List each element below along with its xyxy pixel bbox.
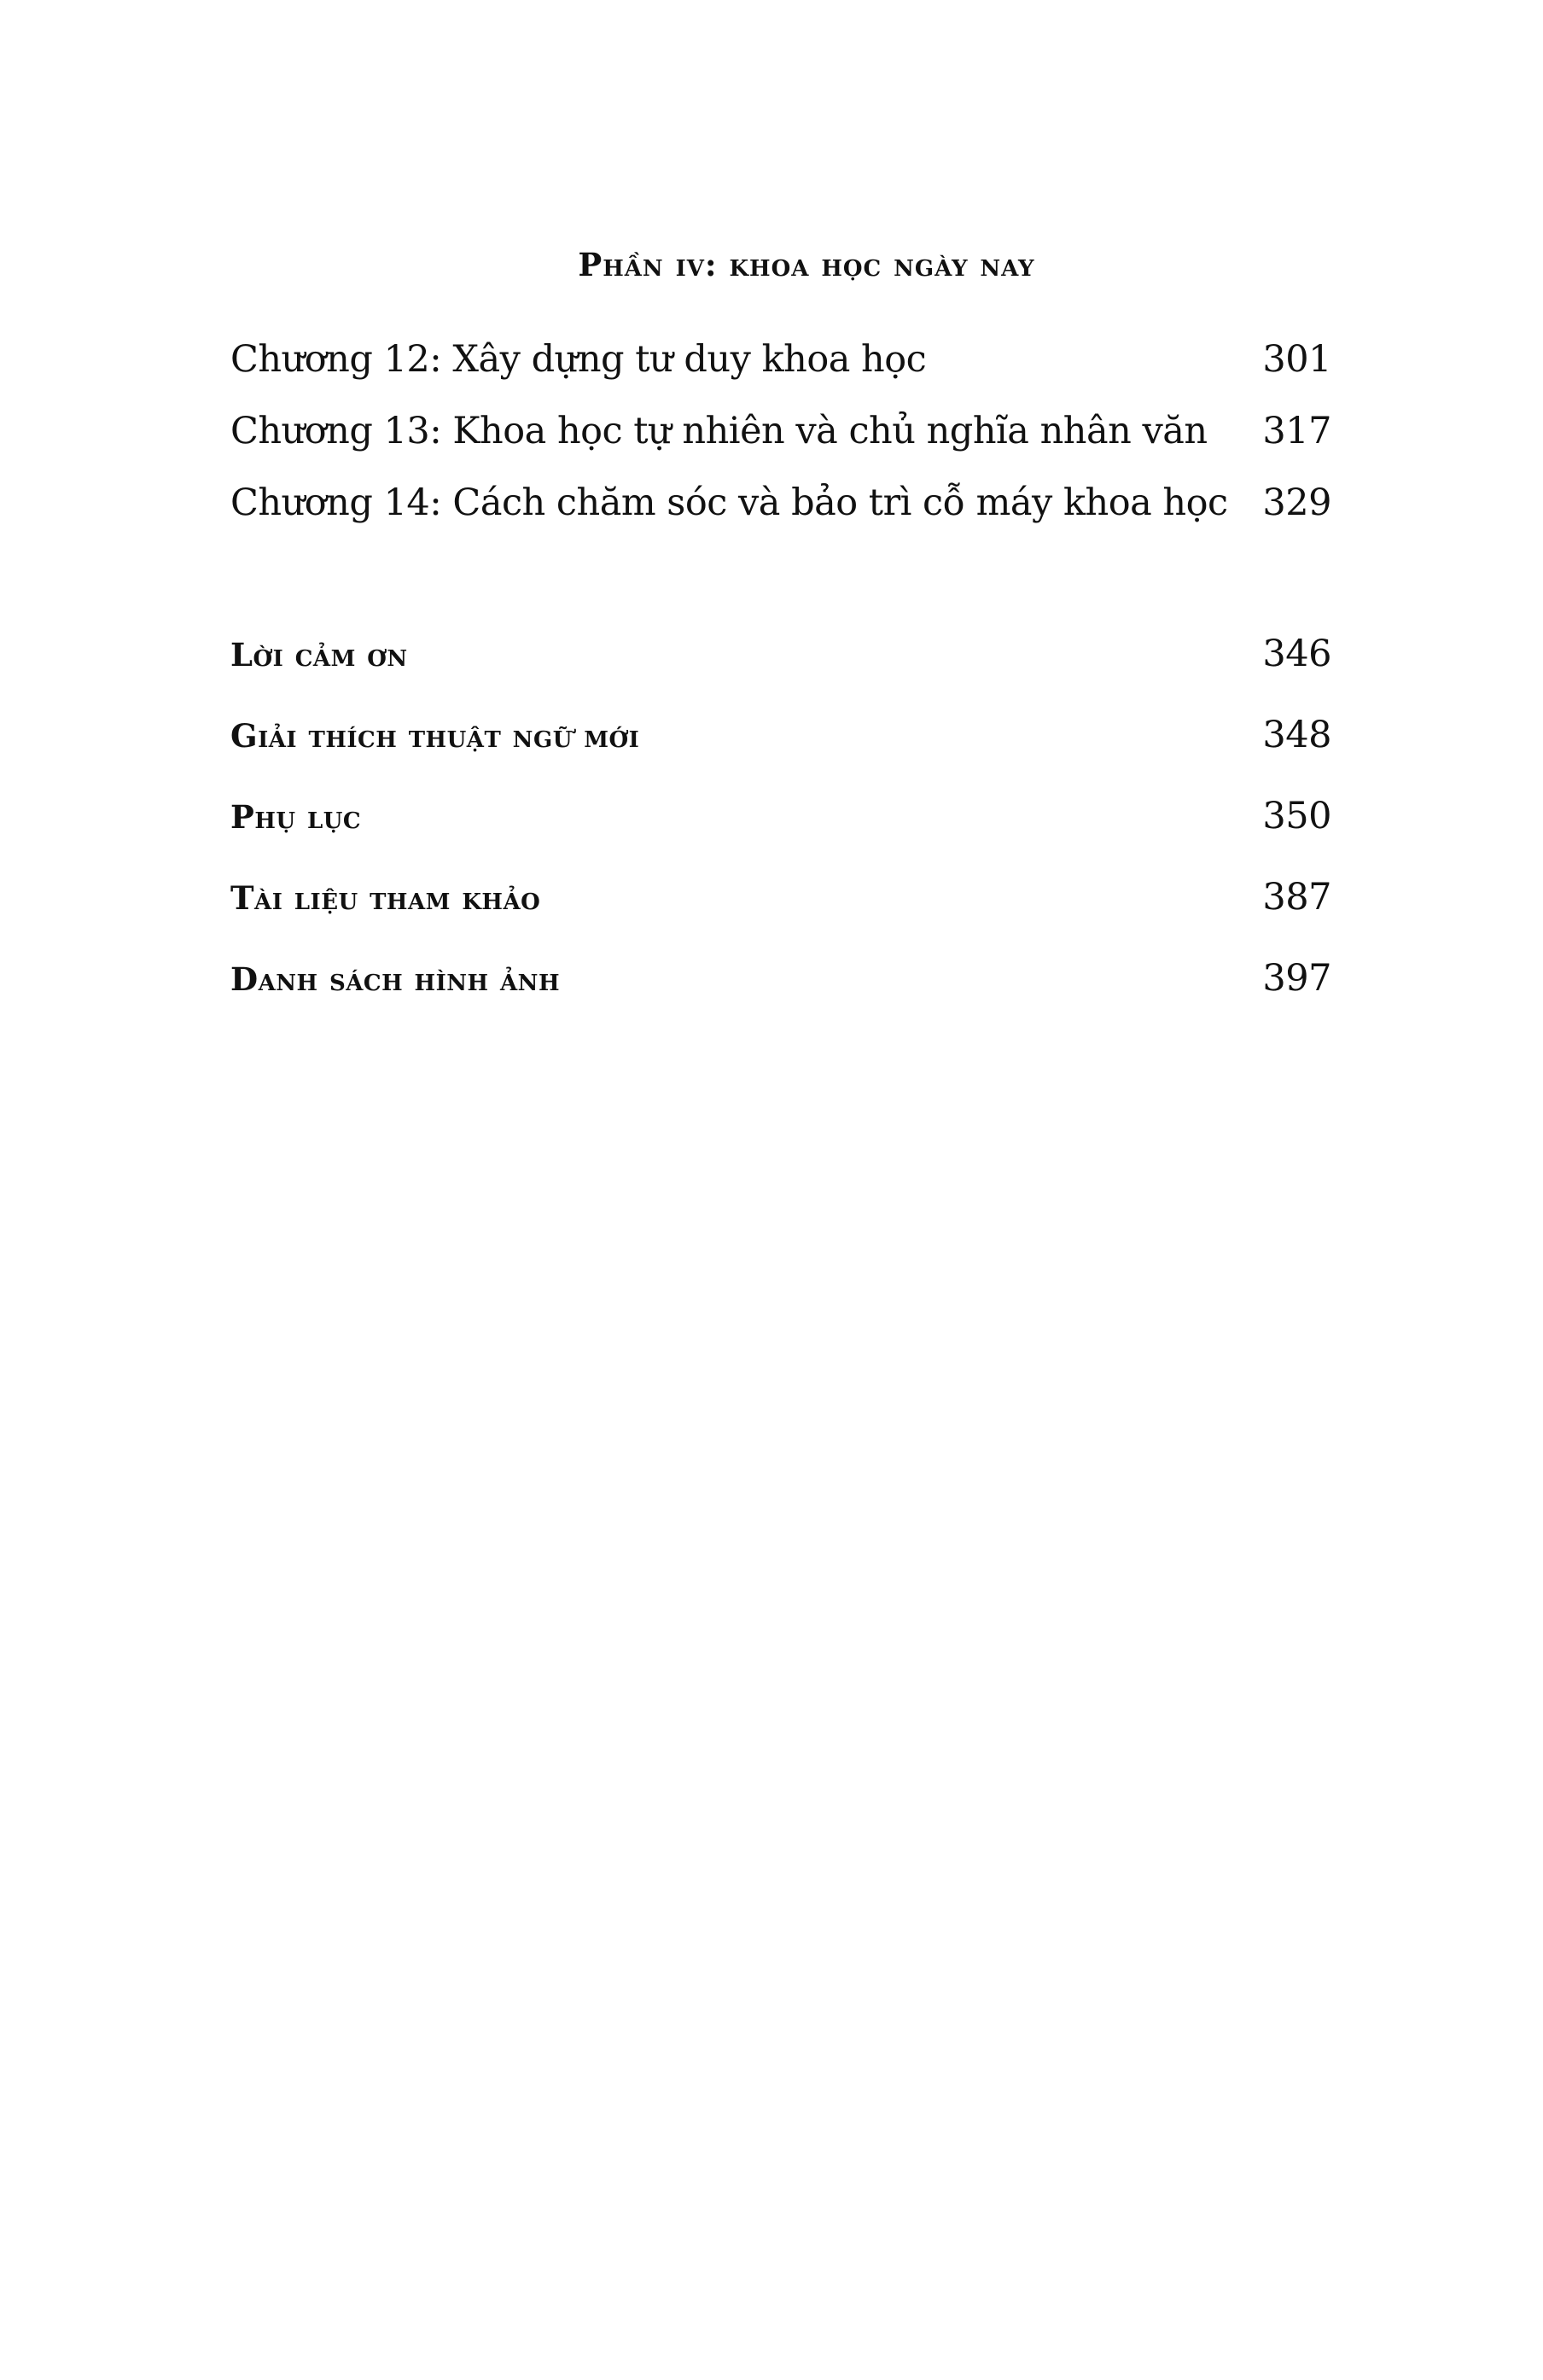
- toc-entry-title: Phụ lục: [230, 798, 362, 836]
- backmatter-list: [230, 633, 1331, 1041]
- toc-entry-title: Chương 14: Cách chăm sóc và bảo trì cỗ máy khoa học: [230, 481, 1228, 524]
- toc-entry-title: Chương 13: Khoa học tự nhiên và chủ nghĩa nhân văn: [230, 410, 1208, 452]
- toc-entry-appendix: [230, 795, 1331, 879]
- chapter-list: [230, 338, 1331, 553]
- toc-entry-title: Lời cảm ơn: [230, 636, 408, 674]
- toc-entry-title: Danh sách hình ảnh: [230, 960, 561, 998]
- toc-entry-page-number: 317: [1262, 410, 1331, 452]
- toc-entry-page-number: 387: [1262, 876, 1331, 919]
- toc-entry-chapter-13: [230, 410, 1331, 481]
- toc-entry-page-number: 350: [1262, 795, 1331, 837]
- toc-entry-page-number: 346: [1262, 633, 1331, 675]
- toc-entry-page-number: 329: [1262, 481, 1331, 524]
- toc-entry-chapter-12: [230, 338, 1331, 410]
- toc-entry-title: Tài liệu tham khảo: [230, 879, 541, 917]
- toc-entry-references: [230, 876, 1331, 960]
- toc-entry-list-of-figures: [230, 957, 1331, 1041]
- toc-entry-page-number: 397: [1262, 957, 1331, 1000]
- toc-entry-acknowledgements: [230, 633, 1331, 717]
- toc-entry-glossary: [230, 714, 1331, 798]
- toc-entry-title: Giải thích thuật ngữ mới: [230, 717, 640, 755]
- toc-entry-page-number: 348: [1262, 714, 1331, 756]
- toc-entry-chapter-14: [230, 481, 1331, 553]
- toc-entry-title: Chương 12: Xây dựng tư duy khoa học: [230, 338, 927, 381]
- toc-entry-page-number: 301: [1262, 338, 1331, 381]
- part-heading: Phần iv: khoa học ngày nay: [578, 246, 1035, 283]
